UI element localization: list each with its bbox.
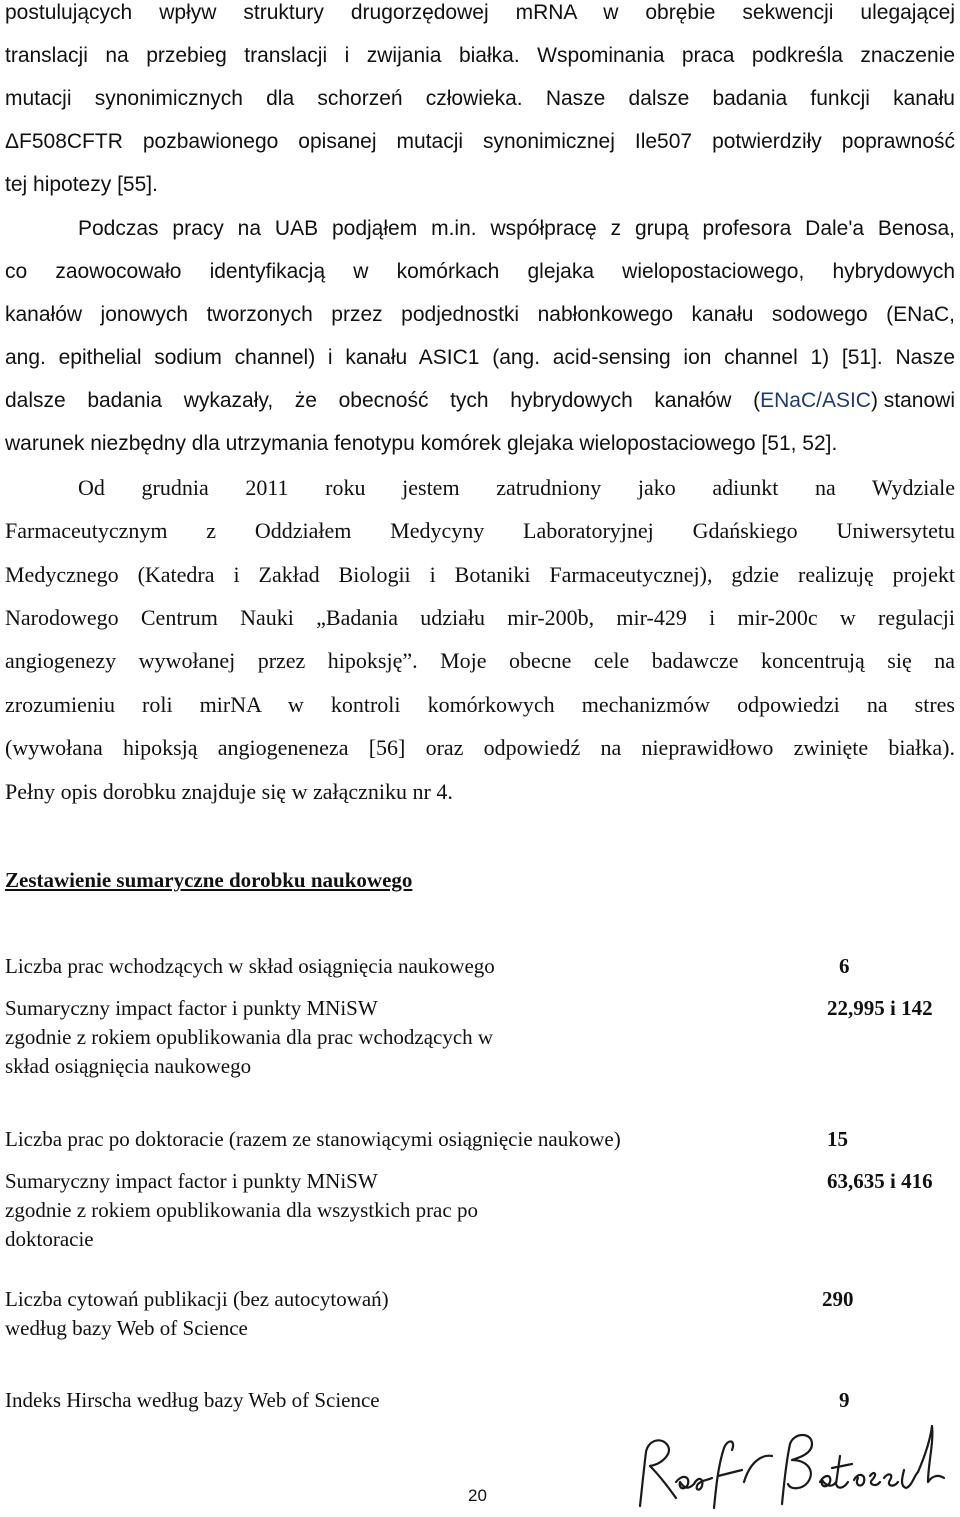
text-line: Narodowego Centrum Nauki „Badania udziału mir-200b, mir-429 i mir-200c w regulacji bbox=[5, 605, 955, 630]
text-line: postulujących wpływ struktury drugorzędowej mRNA w obrębie sekwencji ulegającej bbox=[5, 1, 955, 24]
text-line bbox=[5, 388, 955, 414]
signature-icon bbox=[632, 1418, 954, 1514]
text-line: Farmaceutycznym z Oddziałem Medycyny Laboratoryjnej Gdańskiego Uniwersytetu bbox=[5, 518, 955, 543]
summary-row bbox=[5, 1125, 955, 1155]
summary-label: skład osiągnięcia naukowego bbox=[5, 1054, 252, 1078]
summary-label: zgodnie z rokiem opublikowania dla prac wchodzących w bbox=[5, 1025, 494, 1049]
text-line: Od grudnia 2011 roku jestem zatrudniony jako adiunkt na Wydziale bbox=[78, 475, 955, 500]
summary-label: doktoracie bbox=[5, 1227, 94, 1251]
summary-label: Liczba prac po doktoracie (razem ze stanowiącymi osiągnięcie naukowe) bbox=[5, 1127, 621, 1151]
summary-value: 63,635 i 416 bbox=[827, 1169, 933, 1193]
summary-label: Liczba cytowań publikacji (bez autocytowań) bbox=[5, 1287, 389, 1311]
summary-label: zgodnie z rokiem opublikowania dla wszystkich prac po bbox=[5, 1198, 478, 1222]
text-line: warunek niezbędny dla utrzymania fenotypu komórek glejaka wielopostaciowego [51, 52]. bbox=[5, 432, 838, 455]
highlighted-term: ENaC/ASIC bbox=[760, 389, 871, 412]
summary-label: według bazy Web of Science bbox=[5, 1316, 248, 1340]
text-line: (wywołana hipoksją angiogeneneza [56] oraz odpowiedź na nieprawidłowo zwinięte białka). bbox=[5, 735, 955, 760]
text-line: translacji na przebieg translacji i zwijania białka. Wspominania praca podkreśla znaczenie bbox=[5, 44, 955, 67]
summary-row bbox=[5, 994, 955, 1084]
text-line: co zaowocowało identyfikacją w komórkach glejaka wielopostaciowego, hybrydowych bbox=[5, 260, 955, 283]
text-line: Podczas pracy na UAB podjąłem m.in. współpracę z grupą profesora Dale'a Benosa, bbox=[78, 217, 955, 240]
text-segment: dalsze badania wykazały, że obecność tych hybrydowych kanałów ( bbox=[5, 389, 761, 412]
summary-label: Liczba prac wchodzących w skład osiągnięcia naukowego bbox=[5, 954, 495, 978]
summary-row bbox=[5, 952, 955, 982]
summary-value: 6 bbox=[839, 954, 850, 978]
summary-label: Indeks Hirscha według bazy Web of Science bbox=[5, 1388, 380, 1412]
page-number: 20 bbox=[468, 1486, 487, 1505]
summary-row bbox=[5, 1285, 955, 1345]
text-line: ΔF508CFTR pozbawionego opisanej mutacji synonimicznej Ile507 potwierdziły poprawność bbox=[5, 130, 955, 153]
summary-value: 15 bbox=[827, 1127, 848, 1151]
summary-row bbox=[5, 1386, 955, 1416]
text-line: angiogenezy wywołanej przez hipoksję”. Moje obecne cele badawcze koncentrują się na bbox=[5, 648, 955, 673]
section-heading: Zestawienie sumaryczne dorobku naukowego bbox=[5, 868, 413, 892]
text-line: ang. epithelial sodium channel) i kanału ASIC1 (ang. acid-sensing ion channel 1) [51]. Nasze bbox=[5, 346, 955, 369]
summary-row bbox=[5, 1167, 955, 1257]
summary-value: 9 bbox=[839, 1388, 850, 1412]
summary-label: Sumaryczny impact factor i punkty MNiSW bbox=[5, 996, 378, 1020]
summary-value: 22,995 i 142 bbox=[827, 996, 933, 1020]
text-line: Pełny opis dorobku znajduje się w załączniku nr 4. bbox=[5, 779, 453, 804]
text-line: mutacji synonimicznych dla schorzeń człowieka. Nasze dalsze badania funkcji kanału bbox=[5, 87, 955, 110]
summary-label: Sumaryczny impact factor i punkty MNiSW bbox=[5, 1169, 378, 1193]
text-line: Medycznego (Katedra i Zakład Biologii i Botaniki Farmaceutycznej), gdzie realizuję projekt bbox=[5, 562, 955, 587]
text-line: zrozumieniu roli mirNA w kontroli komórkowych mechanizmów odpowiedzi na stres bbox=[5, 692, 955, 717]
text-line: tej hipotezy [55]. bbox=[5, 173, 158, 196]
text-line: kanałów jonowych tworzonych przez podjednostki nabłonkowego kanału sodowego (ENaC, bbox=[5, 303, 955, 326]
text-segment: ) stanowi bbox=[870, 389, 955, 412]
summary-value: 290 bbox=[822, 1287, 854, 1311]
